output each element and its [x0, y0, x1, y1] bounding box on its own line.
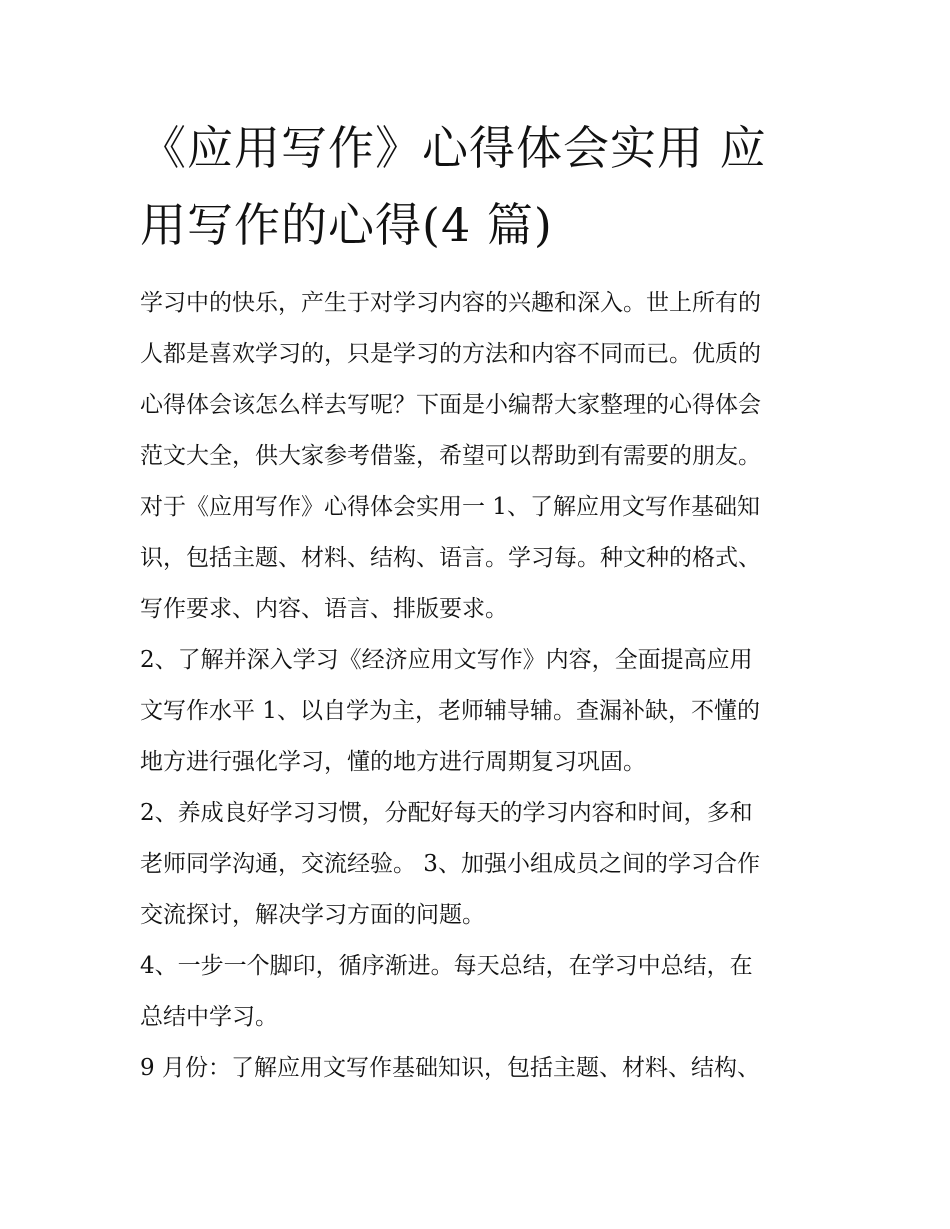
document-body: [140, 278, 820, 1094]
text-line: 对于《应用写作》心得体会实用一 1、了解应用文写作基础知: [140, 494, 760, 520]
text-line: 9 月份：了解应用文写作基础知识，包括主题、材料、结构、: [140, 1055, 760, 1081]
text-line: 总结中学习。: [140, 1004, 278, 1030]
text-line: 文写作水平 1、以自学为主，老师辅导辅。查漏补缺，不懂的: [140, 698, 760, 724]
document-title: [140, 110, 820, 264]
title-line-2: 用写作的心得(4 篇): [140, 198, 553, 252]
text-line: 写作要求、内容、语言、排版要求。: [140, 596, 508, 622]
text-line: 学习中的快乐，产生于对学习内容的兴趣和深入。世上所有的: [140, 290, 761, 316]
text-line: 4、一步一个脚印，循序渐进。每天总结，在学习中总结，在: [140, 953, 753, 979]
text-line: 交流探讨，解决学习方面的问题。: [140, 902, 485, 928]
text-line: 识，包括主题、材料、结构、语言。学习每。种文种的格式、: [140, 545, 761, 571]
title-line-1: 《应用写作》心得体会实用 应: [140, 121, 767, 175]
text-line: 老师同学沟通，交流经验。 3、加强小组成员之间的学习合作: [140, 851, 760, 877]
text-line: 2、养成良好学习习惯，分配好每天的学习内容和时间，多和: [140, 800, 753, 826]
text-line: 人都是喜欢学习的，只是学习的方法和内容不同而已。优质的: [140, 341, 761, 367]
text-line: 范文大全，供大家参考借鉴，希望可以帮助到有需要的朋友。: [140, 443, 761, 469]
text-line: 地方进行强化学习，懂的地方进行周期复习巩固。: [140, 749, 646, 775]
text-line: 2、了解并深入学习《经济应用文写作》内容，全面提高应用: [140, 647, 753, 673]
text-line: 心得体会该怎么样去写呢？下面是小编帮大家整理的心得体会: [140, 392, 761, 418]
